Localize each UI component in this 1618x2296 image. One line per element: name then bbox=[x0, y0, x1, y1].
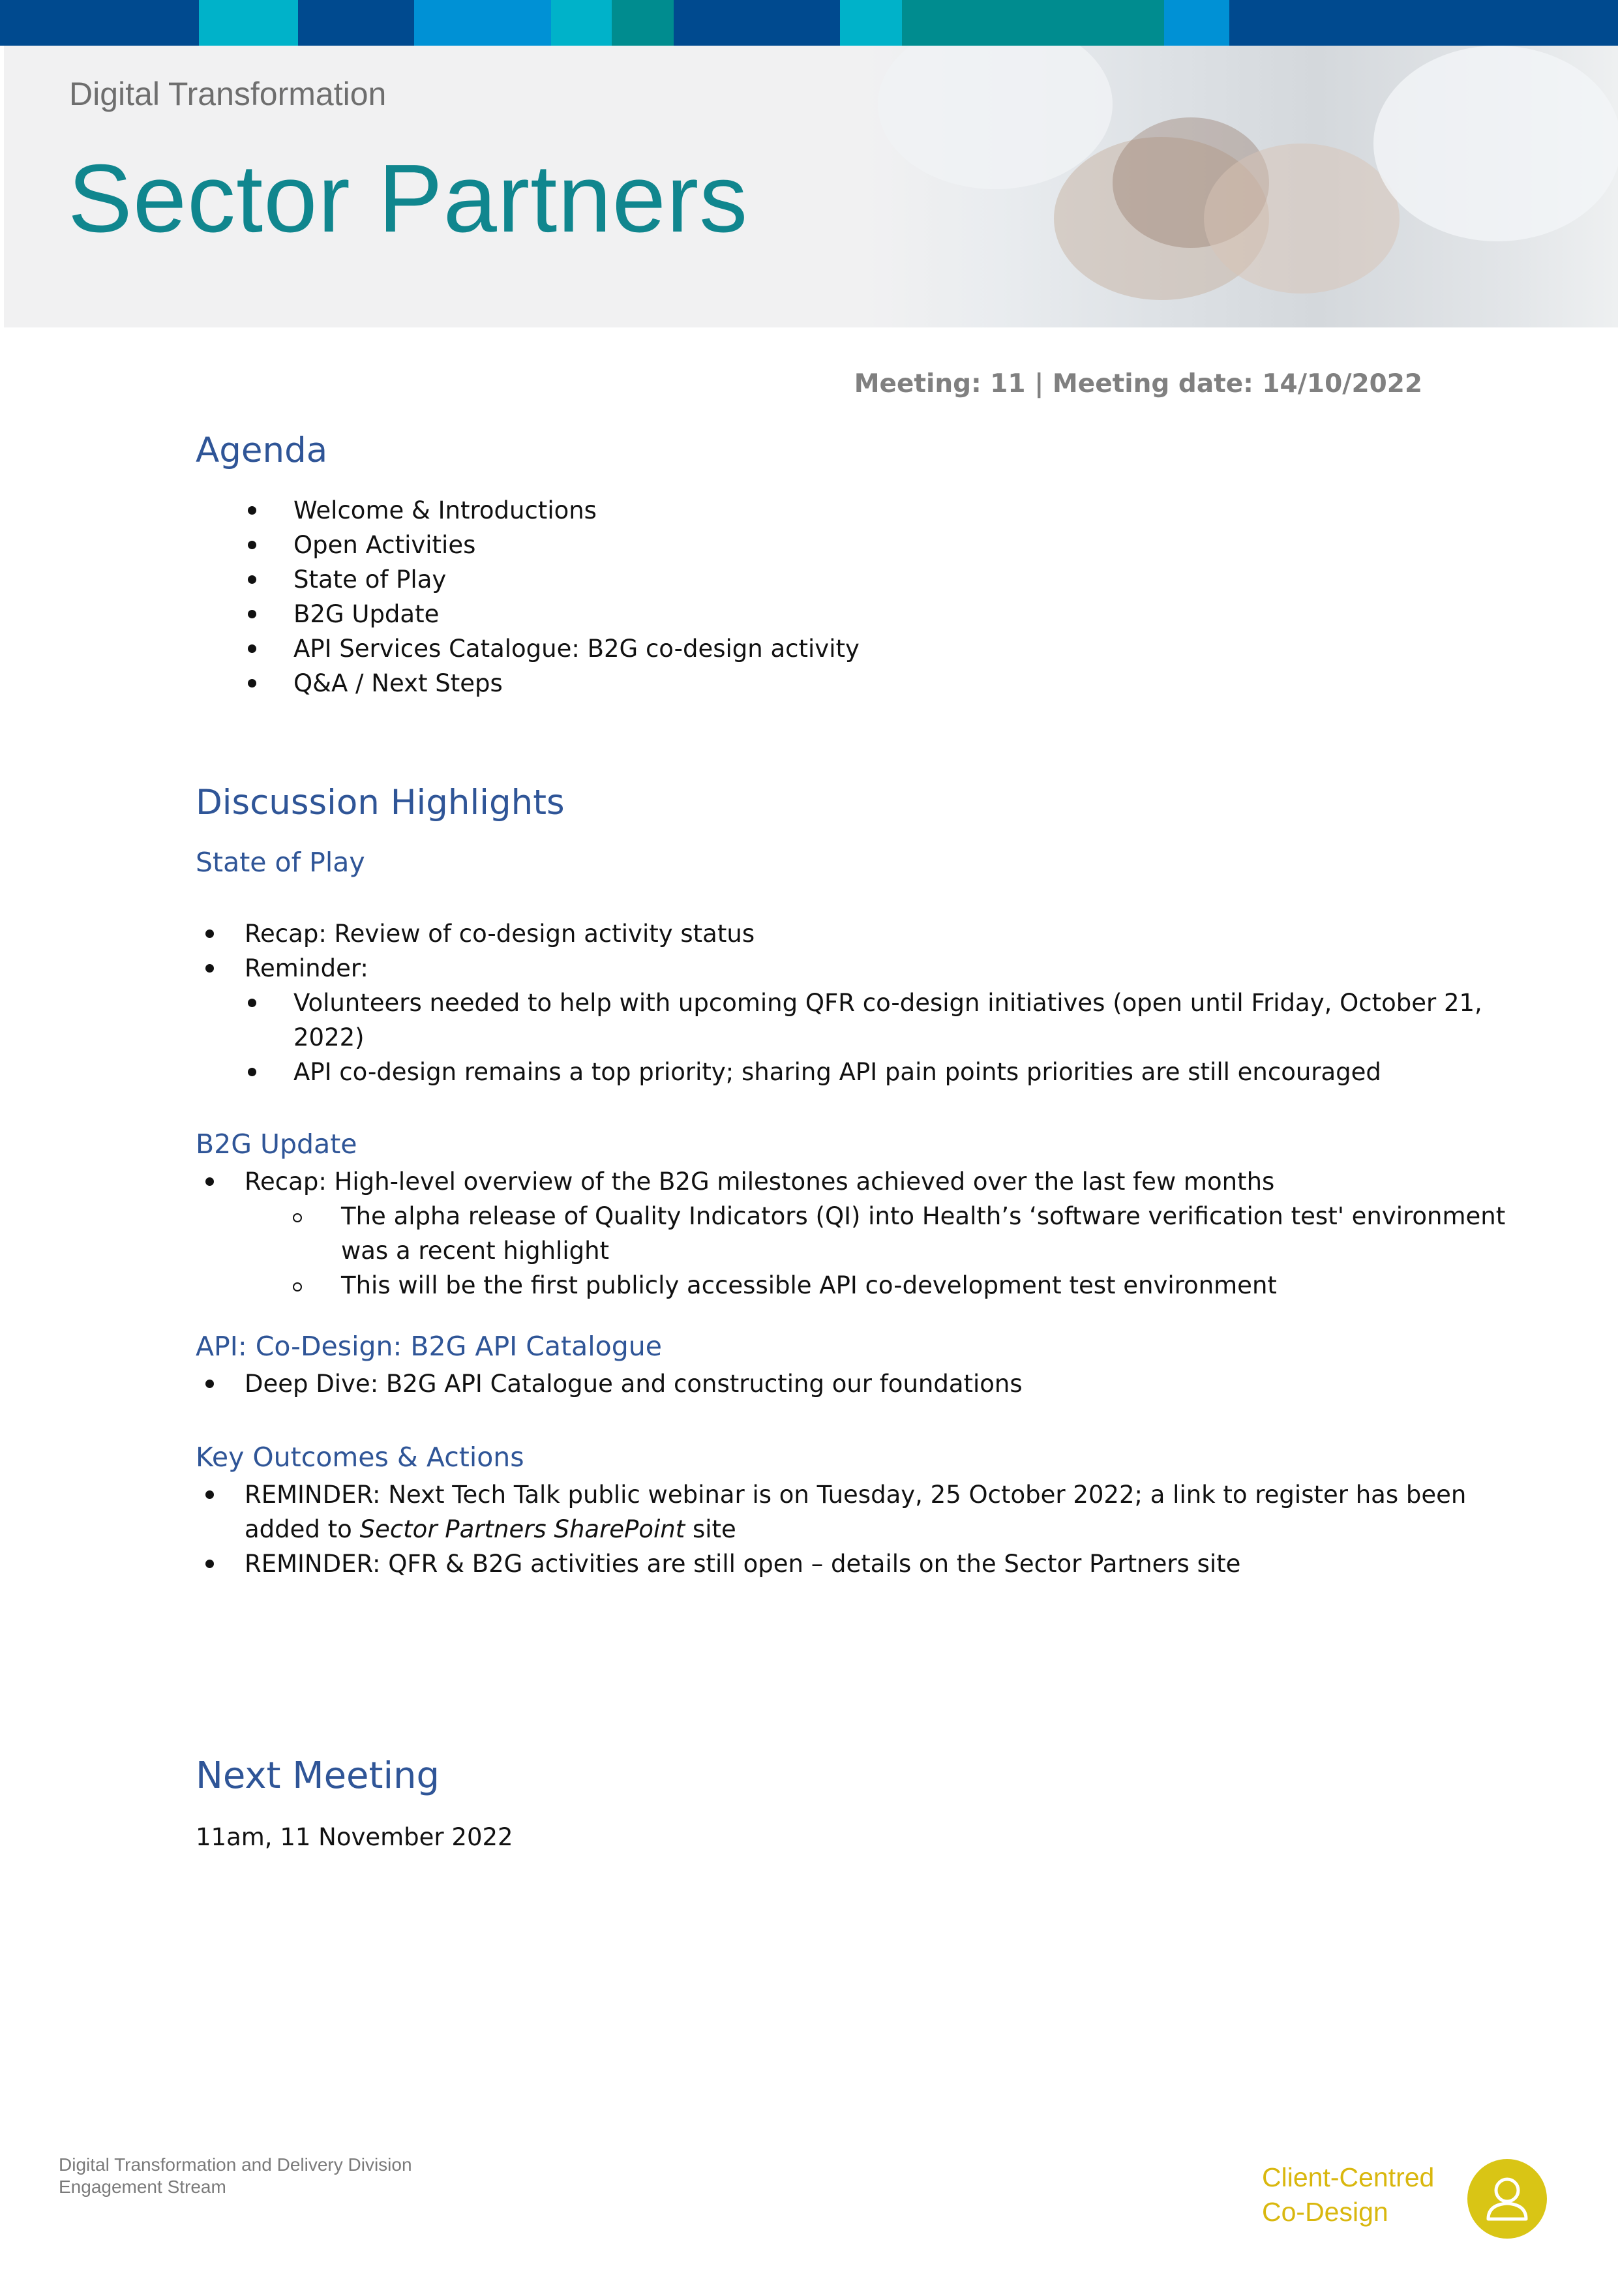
meeting-info: Meeting: 11 | Meeting date: 14/10/2022 bbox=[854, 369, 1422, 399]
state-of-play-list bbox=[245, 916, 755, 986]
state-of-play-heading: State of Play bbox=[196, 847, 365, 878]
sharepoint-site-name: Sector Partners SharePoint bbox=[359, 1515, 685, 1543]
list-item: This will be the first publicly accessible API co-development test environment bbox=[341, 1268, 1505, 1303]
api-catalogue-list bbox=[245, 1367, 1023, 1401]
list-item-continued: 2022) bbox=[293, 1023, 365, 1051]
codesign-badge bbox=[1467, 2159, 1547, 2239]
header-photo-hands bbox=[865, 46, 1618, 327]
list-item: Recap: High-level overview of the B2G milestones achieved over the last few months bbox=[245, 1164, 1274, 1199]
list-item-continued: added to Sector Partners SharePoint site bbox=[245, 1515, 736, 1543]
b2g-update-list bbox=[245, 1164, 1274, 1199]
list-item-continued: was a recent highlight bbox=[341, 1237, 610, 1265]
next-meeting-date: 11am, 11 November 2022 bbox=[196, 1823, 513, 1851]
list-item: Open Activities bbox=[293, 528, 860, 562]
list-item: API co-design remains a top priority; sharing API pain points priorities are still encouraged bbox=[293, 1055, 1482, 1089]
list-item: B2G Update bbox=[293, 597, 860, 631]
b2g-update-sublist bbox=[341, 1199, 1505, 1303]
list-item: The alpha release of Quality Indicators (QI) into Health’s ‘software verification test' environment bbox=[341, 1199, 1505, 1233]
state-of-play-sublist bbox=[293, 986, 1482, 1089]
list-item: Recap: Review of co-design activity status bbox=[245, 916, 755, 951]
next-meeting-heading: Next Meeting bbox=[196, 1755, 440, 1797]
header-color-strip bbox=[0, 0, 1618, 46]
list-item: Reminder: bbox=[245, 951, 755, 986]
header-subtitle: Digital Transformation bbox=[69, 76, 387, 112]
person-icon bbox=[1467, 2159, 1547, 2239]
list-item: API Services Catalogue: B2G co-design activity bbox=[293, 631, 860, 666]
page-title: Sector Partners bbox=[68, 145, 749, 252]
list-item: Welcome & Introductions bbox=[293, 493, 860, 528]
list-item: Deep Dive: B2G API Catalogue and constructing our foundations bbox=[245, 1367, 1023, 1401]
b2g-update-heading: B2G Update bbox=[196, 1128, 357, 1160]
api-catalogue-heading: API: Co-Design: B2G API Catalogue bbox=[196, 1331, 662, 1362]
agenda-list bbox=[293, 493, 860, 701]
list-item: State of Play bbox=[293, 562, 860, 597]
outcomes-heading: Key Outcomes & Actions bbox=[196, 1442, 524, 1473]
page-header bbox=[4, 46, 1618, 327]
list-item: REMINDER: Next Tech Talk public webinar is on Tuesday, 25 October 2022; a link to register has been bbox=[245, 1477, 1466, 1512]
list-item: REMINDER: QFR & B2G activities are still open – details on the Sector Partners site bbox=[245, 1547, 1466, 1581]
list-item: Q&A / Next Steps bbox=[293, 666, 860, 701]
discussion-heading: Discussion Highlights bbox=[196, 783, 565, 823]
outcomes-list bbox=[245, 1477, 1466, 1581]
footer-codesign-label: Client-Centred Co-Design bbox=[1262, 2162, 1435, 2227]
agenda-heading: Agenda bbox=[196, 430, 328, 470]
list-item: Volunteers needed to help with upcoming QFR co-design initiatives (open until Friday, October 21, bbox=[293, 986, 1482, 1020]
footer-division: Digital Transformation and Delivery Division Engagement Stream bbox=[59, 2154, 412, 2197]
